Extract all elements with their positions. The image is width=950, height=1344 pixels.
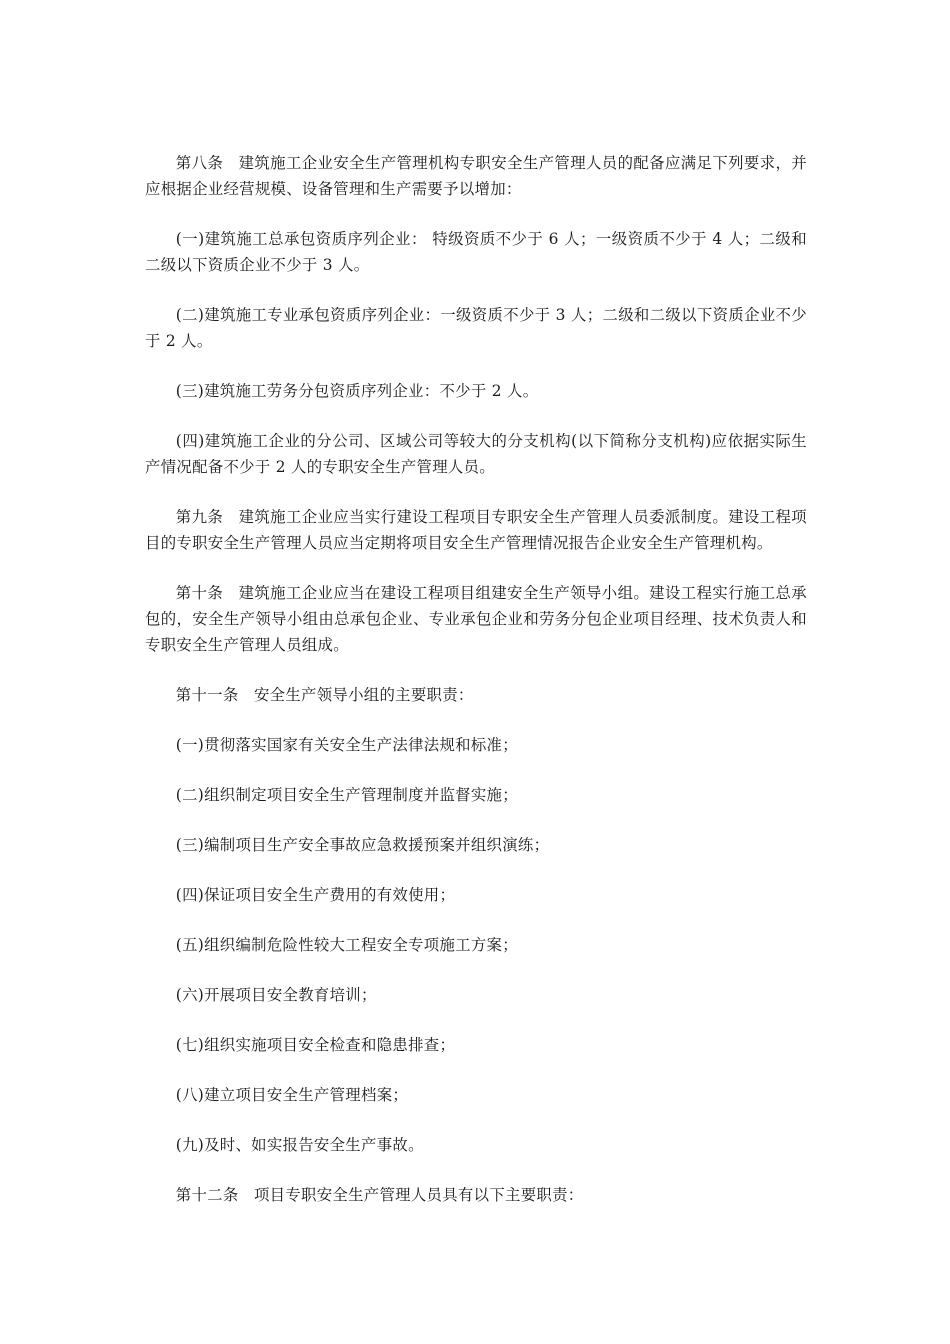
article-heading: 第十一条 [175, 686, 239, 704]
paragraph-text: 安全生产领导小组的主要职责： [253, 686, 474, 704]
article-heading: 第十条 [175, 584, 224, 602]
list-item [145, 226, 807, 278]
paragraph-text: (五)组织编制危险性较大工程安全专项施工方案； [175, 936, 518, 954]
list-item [145, 882, 807, 908]
article-9 [145, 504, 807, 556]
list-item [145, 832, 807, 858]
list-item [145, 1082, 807, 1108]
document-body [145, 150, 807, 1208]
paragraph-text: (八)建立项目安全生产管理档案； [175, 1086, 409, 1104]
article-8 [145, 150, 807, 202]
paragraph-text: (一)建筑施工总承包资质序列企业： 特级资质不少于 6 人；一级资质不少于 4 人；二级和二级以下资质企业不少于 3 人。 [145, 230, 807, 274]
article-10 [145, 580, 807, 658]
paragraph-text: 建筑施工企业安全生产管理机构专职安全生产管理人员的配备应满足下列要求，并应根据企业经营规模、设备管理和生产需要予以增加： [145, 154, 807, 198]
article-12 [145, 1182, 807, 1208]
list-item [145, 732, 807, 758]
list-item [145, 1032, 807, 1058]
paragraph-text: (六)开展项目安全教育培训； [175, 986, 377, 1004]
paragraph-text: 建筑施工企业应当在建设工程项目组建安全生产领导小组。建设工程实行施工总承包的，安全生产领导小组由总承包企业、专业承包企业和劳务分包企业项目经理、技术负责人和专职安全生产管理人员组成。 [145, 584, 807, 654]
list-item [145, 982, 807, 1008]
paragraph-text: (九)及时、如实报告安全生产事故。 [175, 1136, 424, 1154]
paragraph-text: (一)贯彻落实国家有关安全生产法律法规和标准； [175, 736, 518, 754]
paragraph-text: 建筑施工企业应当实行建设工程项目专职安全生产管理人员委派制度。建设工程项目的专职安全生产管理人员应当定期将项目安全生产管理情况报告企业安全生产管理机构。 [145, 508, 807, 552]
list-item [145, 428, 807, 480]
paragraph-text: 项目专职安全生产管理人员具有以下主要职责： [253, 1186, 584, 1204]
article-heading: 第八条 [175, 154, 224, 172]
paragraph-text: (三)编制项目生产安全事故应急救援预案并组织演练； [175, 836, 550, 854]
article-heading: 第十二条 [175, 1186, 239, 1204]
paragraph-text: (四)建筑施工企业的分公司、区域公司等较大的分支机构(以下简称分支机构)应依据实际生产情况配备不少于 2 人的专职安全生产管理人员。 [145, 432, 807, 476]
list-item [145, 932, 807, 958]
list-item [145, 378, 807, 404]
paragraph-text: (四)保证项目安全生产费用的有效使用； [175, 886, 456, 904]
paragraph-text: (三)建筑施工劳务分包资质序列企业：不少于 2 人。 [175, 382, 539, 400]
list-item [145, 302, 807, 354]
article-heading: 第九条 [175, 508, 224, 526]
list-item [145, 1132, 807, 1158]
article-11 [145, 682, 807, 708]
paragraph-text: (二)建筑施工专业承包资质序列企业：一级资质不少于 3 人；二级和二级以下资质企业不少于 2 人。 [145, 306, 807, 350]
paragraph-text: (七)组织实施项目安全检查和隐患排查； [175, 1036, 456, 1054]
paragraph-text: (二)组织制定项目安全生产管理制度并监督实施； [175, 786, 518, 804]
list-item [145, 782, 807, 808]
